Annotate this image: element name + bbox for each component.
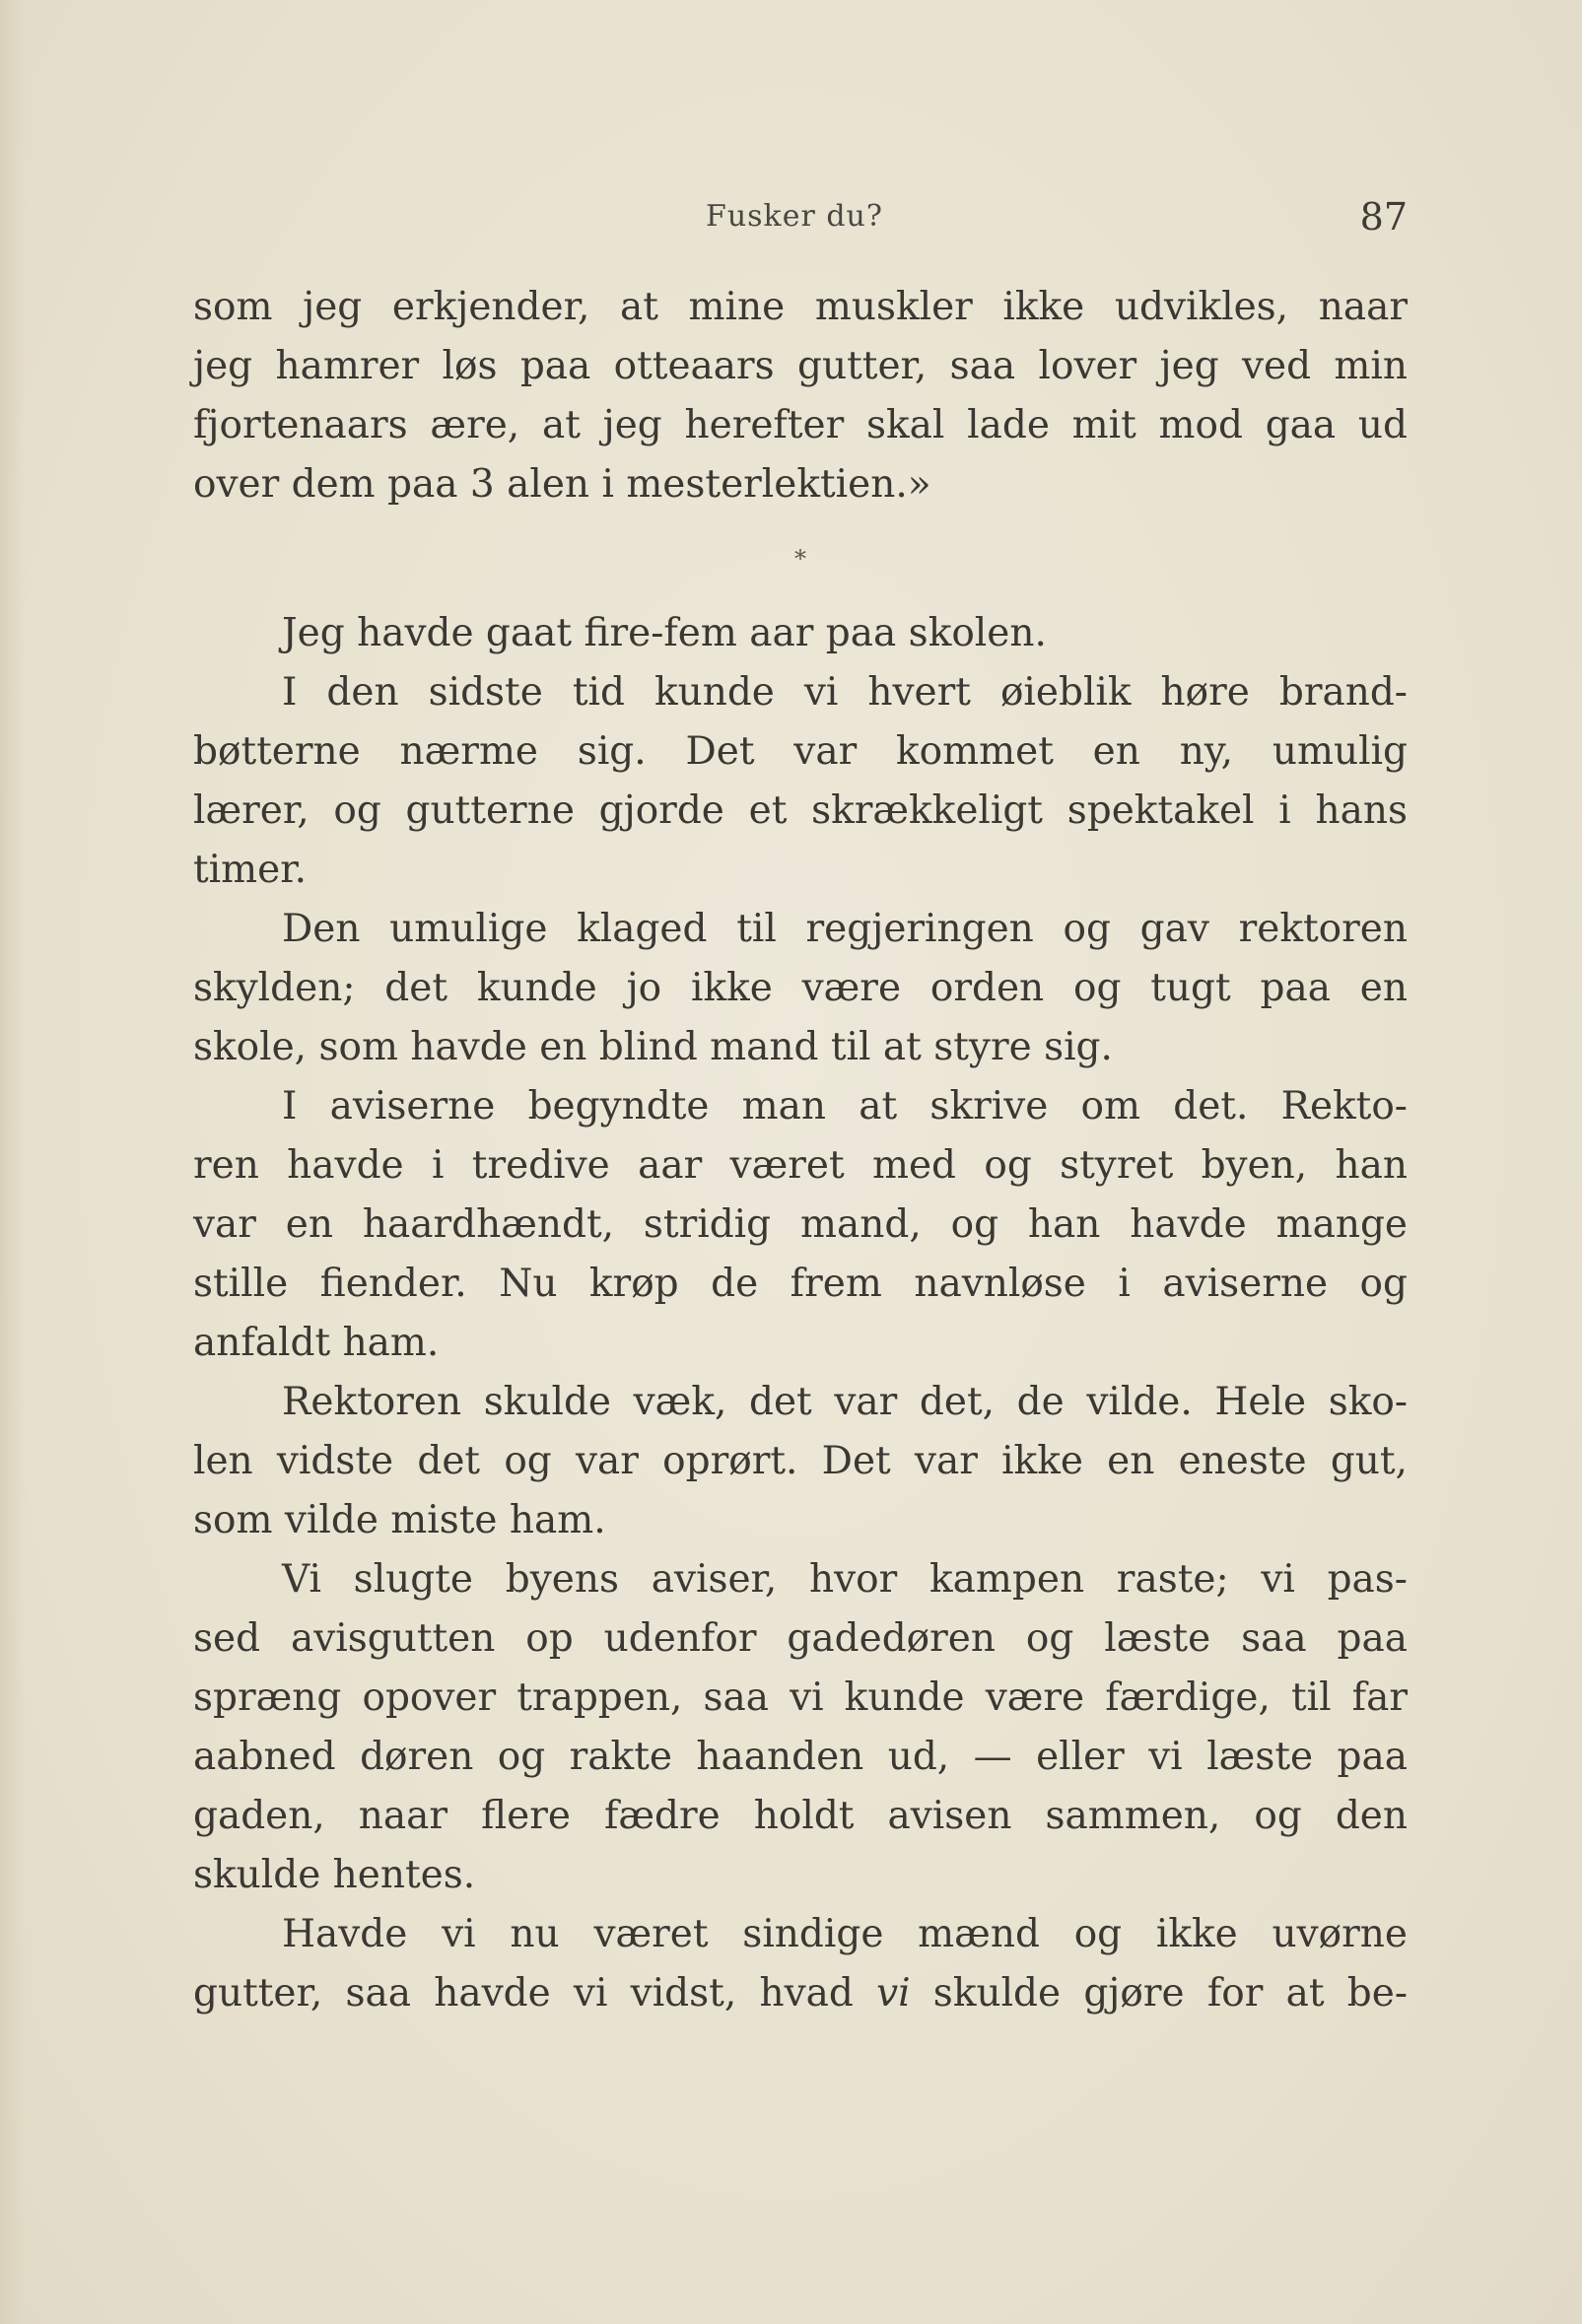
text-line: anfaldt ham. xyxy=(193,1321,440,1365)
paragraph-start-line: Rektoren skulde væk, det var det, de vilde. Hele sko- xyxy=(282,1380,1408,1424)
paragraph-start-line: Vi slugte byens aviser, hvor kampen raste; vi pas- xyxy=(282,1557,1408,1602)
text-line: som vilde miste ham. xyxy=(193,1498,606,1542)
section-separator: * xyxy=(794,545,806,573)
text-line: timer. xyxy=(193,848,307,892)
text-line: var en haardhændt, stridig mand, og han havde mange xyxy=(193,1202,1408,1247)
text-line: skylden; det kunde jo ikke være orden og tugt paa en xyxy=(193,966,1408,1010)
text-line: lærer, og gutterne gjorde et skrækkeligt spektakel i hans xyxy=(193,788,1408,833)
paragraph-start-line: I den sidste tid kunde vi hvert øieblik høre brand- xyxy=(282,670,1408,715)
text-line: sed avisgutten op udenfor gadedøren og læste saa paa xyxy=(193,1616,1408,1661)
page-header xyxy=(193,195,1408,244)
text-line: jeg hamrer løs paa otteaars gutter, saa lover jeg ved min xyxy=(193,344,1408,388)
paragraph-start-line: I aviserne begyndte man at skrive om det. Rekto- xyxy=(282,1084,1408,1128)
running-head: Fusker du? xyxy=(706,199,883,234)
text-line: aabned døren og rakte haanden ud, — eller vi læste paa xyxy=(193,1735,1408,1779)
text-segment: gutter, saa havde vi vidst, hvad xyxy=(193,1971,877,2016)
paragraph-start-line: Jeg havde gaat fire-fem aar paa skolen. xyxy=(282,611,1047,655)
body-text xyxy=(193,278,1408,2023)
text-line: bøtterne nærme sig. Det var kommet en ny, umulig xyxy=(193,729,1408,774)
text-line: stille fiender. Nu krøp de frem navnløse i aviserne og xyxy=(193,1262,1408,1306)
text-line: skulde hentes. xyxy=(193,1853,476,1897)
text-line-with-italic xyxy=(193,1964,1408,2023)
text-line: over dem paa 3 alen i mesterlektien.» xyxy=(193,462,931,507)
text-line: gaden, naar flere fædre holdt avisen sammen, og den xyxy=(193,1794,1408,1838)
text-segment: skulde gjøre for at be- xyxy=(910,1971,1408,2016)
paragraph-start-line: Den umulige klaged til regjeringen og gav rektoren xyxy=(282,907,1408,951)
text-line: len vidste det og var oprørt. Det var ikke en eneste gut, xyxy=(193,1439,1408,1483)
text-line: ren havde i tredive aar været med og styret byen, han xyxy=(193,1143,1408,1188)
page-number: 87 xyxy=(1359,195,1408,239)
text-line: spræng opover trappen, saa vi kunde være færdige, til far xyxy=(193,1675,1408,1720)
text-line: fjortenaars ære, at jeg herefter skal lade mit mod gaa ud xyxy=(193,403,1408,447)
italic-word: vi xyxy=(876,1971,911,2016)
text-line: skole, som havde en blind mand til at styre sig. xyxy=(193,1025,1113,1069)
text-line: som jeg erkjender, at mine muskler ikke udvikles, naar xyxy=(193,285,1408,329)
paragraph-start-line: Havde vi nu været sindige mænd og ikke uvørne xyxy=(282,1912,1408,1956)
page-binding-edge xyxy=(0,0,26,2324)
